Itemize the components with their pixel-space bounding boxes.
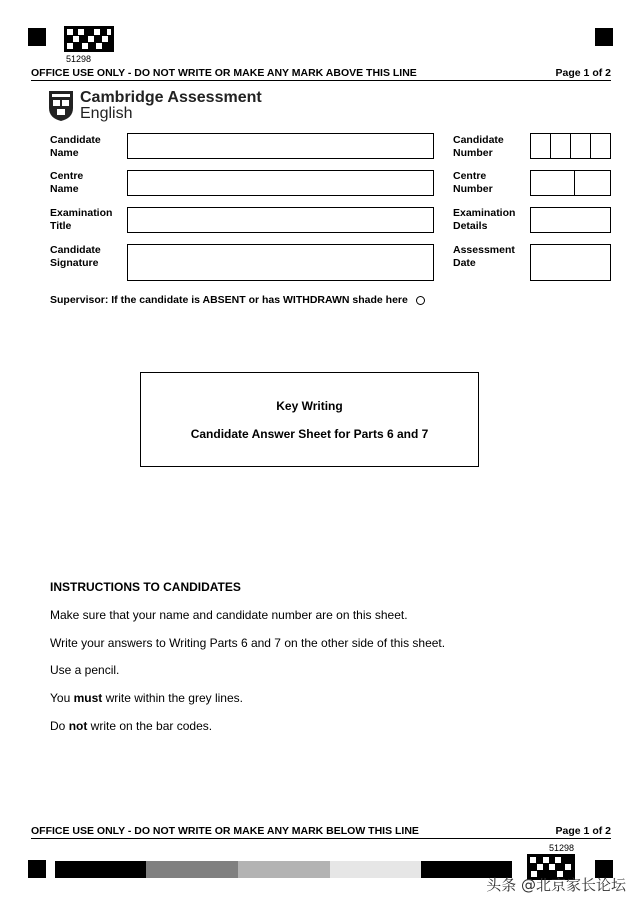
logo-line-1: Cambridge Assessment xyxy=(80,89,262,106)
source-watermark: 头条 @北京家长论坛 xyxy=(486,876,626,894)
candidate-number-digit[interactable] xyxy=(551,134,571,158)
instruction-emphasis: not xyxy=(68,719,88,733)
sheet-subtitle: Candidate Answer Sheet for Parts 6 and 7 xyxy=(190,427,429,441)
barcode-top xyxy=(64,26,114,52)
centre-name-field[interactable] xyxy=(127,170,434,196)
instruction-emphasis: must xyxy=(73,691,103,705)
gray-segment xyxy=(55,861,146,878)
candidate-name-field[interactable] xyxy=(127,133,434,159)
instruction-item: Use a pencil. xyxy=(50,663,120,677)
exam-details-field[interactable] xyxy=(530,207,611,233)
label-candidate-number: Candidate Number xyxy=(453,134,504,159)
label-candidate-name: Candidate Name xyxy=(50,134,101,159)
instruction-text: You xyxy=(50,691,74,705)
corner-marker-bottom-left xyxy=(28,860,46,878)
instructions-heading: INSTRUCTIONS TO CANDIDATES xyxy=(50,580,241,594)
logo-line-2: English xyxy=(80,105,133,122)
centre-number-part[interactable] xyxy=(575,171,610,195)
gray-segment xyxy=(238,861,330,878)
label-exam-details: Examination Details xyxy=(453,207,516,232)
label-exam-title: Examination Title xyxy=(50,207,113,232)
instruction-item: Make sure that your name and candidate number are on this sheet. xyxy=(50,608,408,622)
exam-title-field[interactable] xyxy=(127,207,434,233)
gray-segment xyxy=(330,861,421,878)
instruction-item: Write your answers to Writing Parts 6 and 7 on the other side of this sheet. xyxy=(50,636,446,650)
label-candidate-signature: Candidate Signature xyxy=(50,244,101,269)
supervisor-instruction xyxy=(50,294,425,307)
candidate-number-digit[interactable] xyxy=(591,134,610,158)
candidate-number-field[interactable] xyxy=(530,133,611,159)
instruction-text: write within the grey lines. xyxy=(102,691,243,705)
label-centre-name: Centre Name xyxy=(50,170,84,195)
sheet-title: Key Writing xyxy=(276,399,343,413)
page-number-top: Page 1 of 2 xyxy=(555,67,611,79)
cambridge-logo xyxy=(48,90,262,122)
instruction-text: Do xyxy=(50,719,69,733)
crest-icon xyxy=(48,90,74,122)
centre-number-part[interactable] xyxy=(531,171,575,195)
sheet-title-box xyxy=(140,372,479,467)
page-number-bottom: Page 1 of 2 xyxy=(555,825,611,837)
candidate-number-digit[interactable] xyxy=(531,134,551,158)
corner-marker-top-left xyxy=(28,28,46,46)
barcode-number-top: 51298 xyxy=(66,54,92,64)
instruction-text: write on the bar codes. xyxy=(87,719,213,733)
candidate-signature-field[interactable] xyxy=(127,244,434,281)
office-use-text-bottom: OFFICE USE ONLY - DO NOT WRITE OR MAKE ANY MARK BELOW THIS LINE xyxy=(31,825,419,837)
barcode-number-bottom: 51298 xyxy=(549,843,575,853)
corner-marker-top-right xyxy=(595,28,613,46)
centre-number-field[interactable] xyxy=(530,170,611,196)
gray-segment xyxy=(146,861,238,878)
assessment-date-field[interactable] xyxy=(530,244,611,281)
candidate-number-digit[interactable] xyxy=(571,134,591,158)
grayscale-calibration-bar xyxy=(55,861,512,878)
instruction-item xyxy=(50,719,212,733)
office-use-line-top xyxy=(31,67,611,81)
supervisor-text: Supervisor: If the candidate is ABSENT or has WITHDRAWN shade here xyxy=(50,294,408,306)
absent-shade-circle[interactable] xyxy=(416,296,425,305)
office-use-text-top: OFFICE USE ONLY - DO NOT WRITE OR MAKE ANY MARK ABOVE THIS LINE xyxy=(31,67,417,79)
instruction-item xyxy=(50,691,243,705)
label-centre-number: Centre Number xyxy=(453,170,493,195)
label-assessment-date: Assessment Date xyxy=(453,244,515,269)
office-use-line-bottom xyxy=(31,825,611,839)
